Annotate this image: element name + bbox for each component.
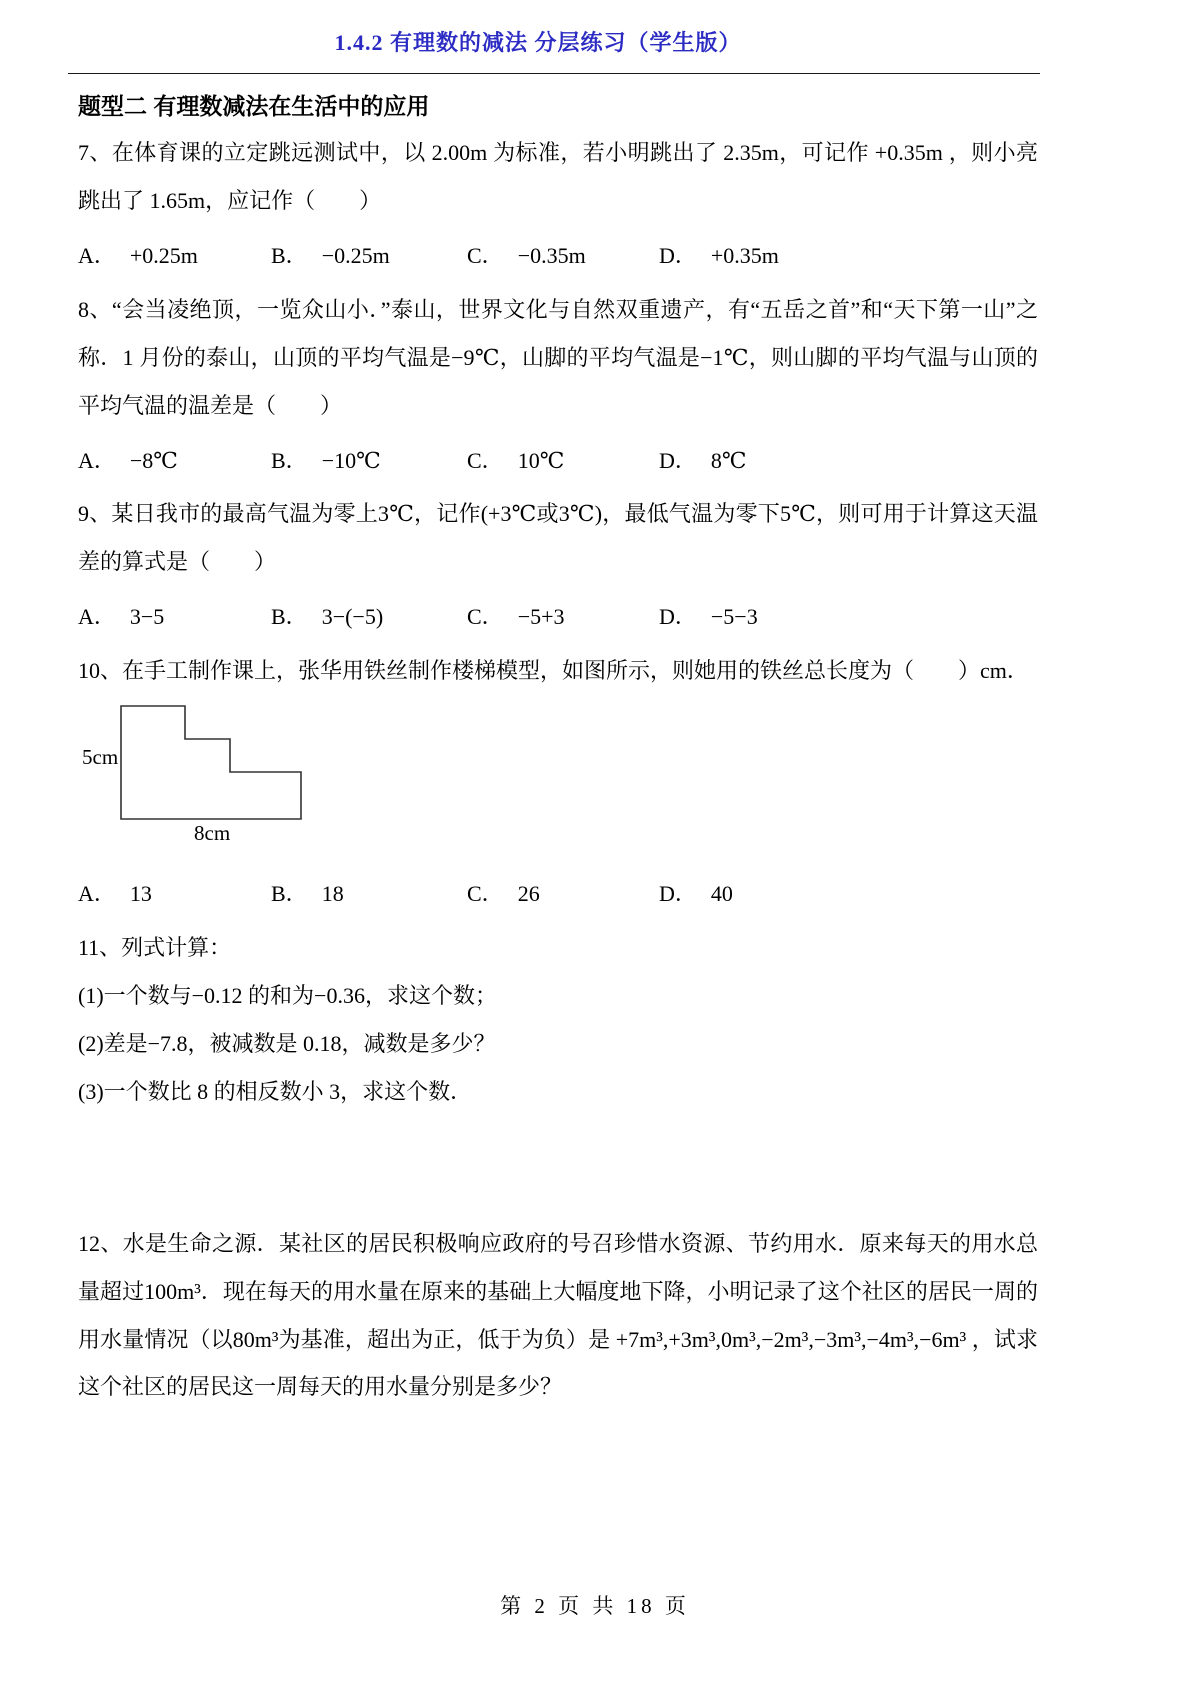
option-text: 3−(−5) (321, 604, 384, 630)
question-9-options (78, 602, 1038, 633)
option-d (659, 602, 1038, 633)
option-letter: B． (271, 604, 308, 630)
option-d (659, 241, 1038, 272)
option-letter: B． (271, 447, 308, 473)
option-text: 40 (710, 881, 733, 907)
option-d (659, 446, 1038, 477)
option-letter: A． (78, 447, 116, 473)
option-text: −5−3 (710, 604, 758, 630)
option-text: −0.35m (517, 242, 586, 268)
option-letter: D． (659, 447, 697, 473)
option-a (78, 879, 271, 910)
option-text: 10℃ (517, 447, 565, 473)
question-11-title: 11、列式计算： (78, 934, 232, 960)
option-letter: D． (659, 604, 697, 630)
option-text: +0.35m (710, 242, 779, 268)
option-text: −10℃ (321, 447, 381, 473)
option-d (659, 879, 1038, 910)
option-text: −5+3 (517, 604, 565, 630)
option-b (271, 879, 467, 910)
figure-width-label: 8cm (194, 821, 231, 846)
option-text: 18 (321, 881, 344, 907)
option-text: 3−5 (129, 604, 165, 630)
question-9-text: 9、某日我市的最高气温为零上3℃，记作(+3℃或3℃)，最低气温为零下5℃，则可用于计算这天温差的算式是（ ） (78, 501, 1038, 575)
question-8-text: 8、“会当凌绝顶，一览众山小．”泰山，世界文化与自然双重遗产，有“五岳之首”和“天下第一山”之称．1 月份的泰山，山顶的平均气温是−9℃，山脚的平均气温是−1℃，则山脚的平均气温与山顶的平均气温的温差是（ ） (78, 296, 1038, 418)
option-letter: B． (271, 881, 308, 907)
option-text: 26 (517, 881, 540, 907)
option-c (467, 879, 659, 910)
page-title: 1.4.2 有理数的减法 分层练习（学生版） (334, 30, 742, 55)
header-divider (68, 73, 1040, 74)
question-7-text: 7、在体育课的立定跳远测试中，以 2.00m 为标准，若小明跳出了 2.35m，可记作 +0.35m ，则小亮跳出了 1.65m，应记作（ ） (78, 140, 1038, 213)
question-8-options (78, 446, 1038, 477)
option-c (467, 241, 659, 272)
question-10-text: 10、在手工制作课上，张华用铁丝制作楼梯模型，如图所示，则她用的铁丝总长度为（ ）cm． (78, 658, 1029, 684)
option-letter: C． (467, 242, 504, 268)
option-text: 13 (129, 881, 152, 907)
option-b (271, 241, 467, 272)
question-11-part-1: (1)一个数与−0.12 的和为−0.36，求这个数； (78, 982, 497, 1008)
question-11-part-2: (2)差是−7.8，被减数是 0.18，减数是多少？ (78, 1030, 496, 1056)
option-a (78, 241, 271, 272)
page-number: 第 2 页 共 18 页 (500, 1594, 690, 1618)
staircase-figure (78, 701, 1038, 863)
question-11-part-3: (3)一个数比 8 的相反数小 3，求这个数． (78, 1078, 473, 1104)
option-text: +0.25m (129, 242, 198, 268)
option-c (467, 446, 659, 477)
option-letter: D． (659, 242, 697, 268)
option-text: 8℃ (710, 447, 747, 473)
option-b (271, 602, 467, 633)
option-b (271, 446, 467, 477)
figure-height-label: 5cm (82, 745, 119, 770)
option-letter: A． (78, 604, 116, 630)
option-a (78, 446, 271, 477)
option-letter: C． (467, 881, 504, 907)
question-7-options (78, 241, 1038, 272)
option-letter: A． (78, 881, 116, 907)
option-letter: D． (659, 881, 697, 907)
question-12-text: 12、水是生命之源．某社区的居民积极响应政府的号召珍惜水资源、节约用水．原来每天的用水总量超过100m³．现在每天的用水量在原来的基础上大幅度地下降，小明记录了这个社区的居民一周的用水量情况（以80m³为基准，超出为正，低于为负）是 +7m³,+3m³,0m³,−2m³,−3m³,−4m³,−6m³ ，试求这个社区的居民这一周每天的用水量分别是多少？ (78, 1230, 1038, 1400)
option-letter: B． (271, 242, 308, 268)
option-letter: C． (467, 447, 504, 473)
option-text: −8℃ (129, 447, 178, 473)
option-text: −0.25m (321, 242, 390, 268)
option-c (467, 602, 659, 633)
section-title: 题型二 有理数减法在生活中的应用 (78, 93, 430, 119)
staircase-shape (120, 705, 304, 821)
option-letter: A． (78, 242, 116, 268)
option-letter: C． (467, 604, 504, 630)
question-10-options (78, 879, 1038, 910)
option-a (78, 602, 271, 633)
